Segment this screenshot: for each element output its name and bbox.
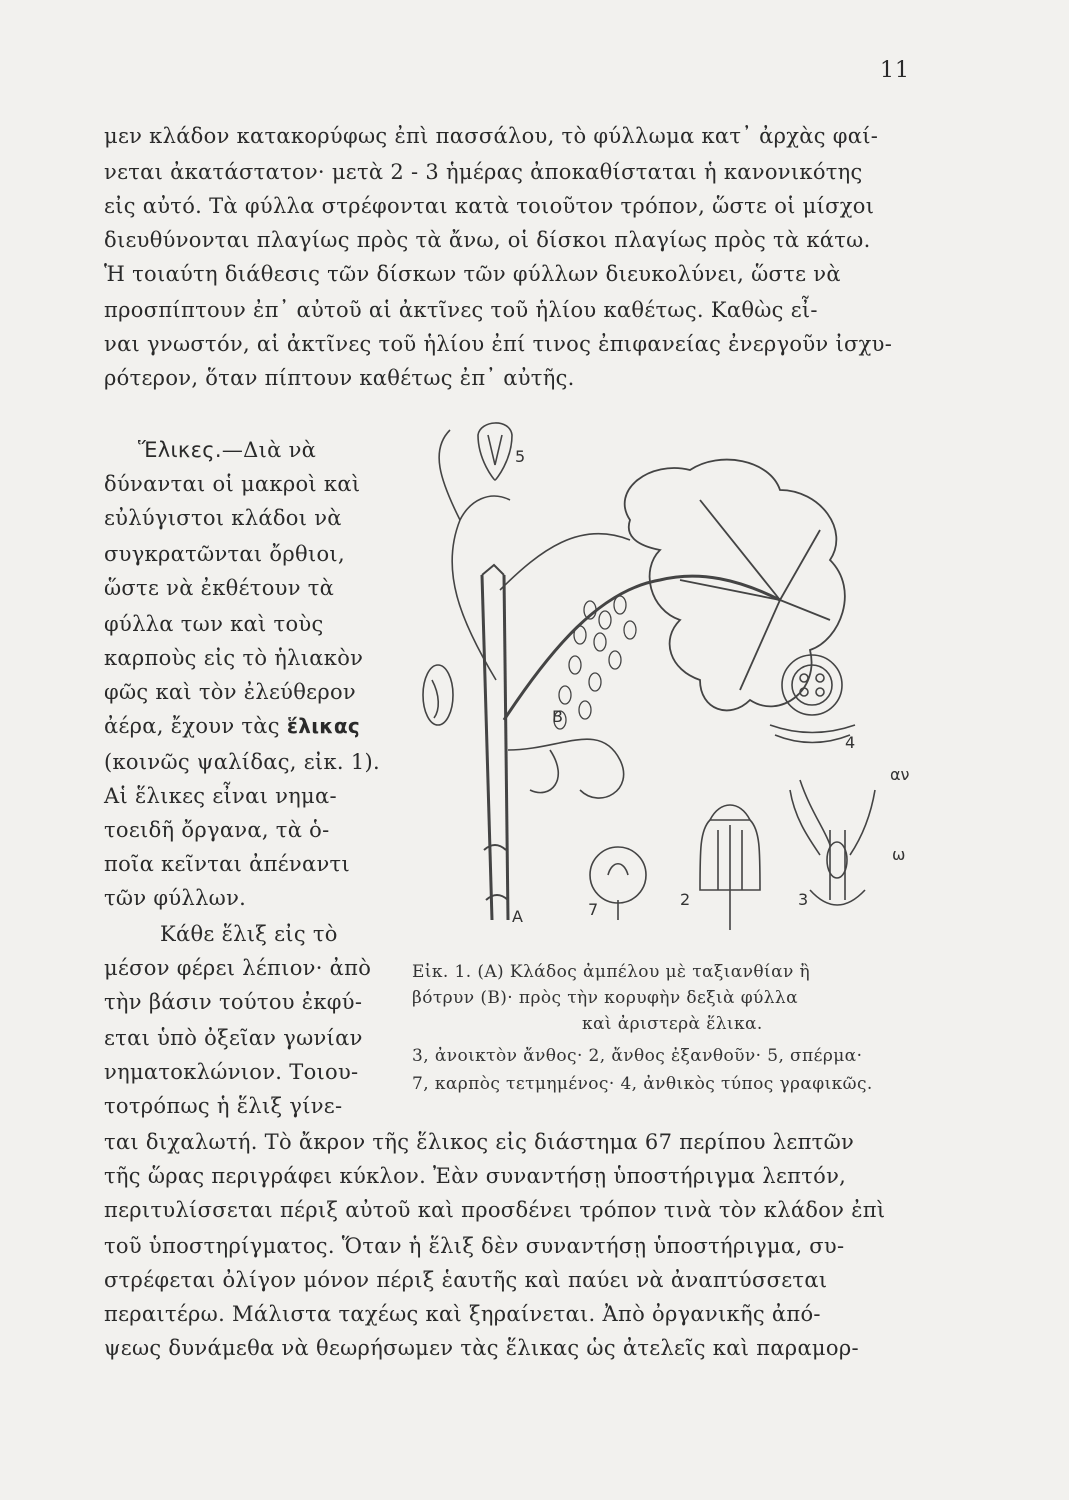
text-line: μέσον φέρει λέπιον· ἀπὸ [104, 956, 372, 980]
text-line: τῶν φύλλων. [104, 886, 247, 910]
label-3: 3 [798, 890, 809, 909]
text-line: τοτρόπως ἡ ἕλιξ γίνε- [104, 1094, 343, 1118]
text-line: δύνανται οἱ μακροὶ καὶ [104, 472, 361, 496]
section-heading-rest: —Διὰ νὰ [221, 438, 317, 462]
grapevine-illustration [400, 420, 960, 960]
branch [504, 576, 780, 720]
flower-cluster [554, 596, 636, 729]
open-flower-figure [790, 780, 875, 905]
text-line [104, 714, 360, 738]
text-line: καρποὺς εἰς τὸ ἡλιακὸν [104, 646, 364, 670]
text-line: εἰς αὐτό. Τὰ φύλλα στρέφονται κατὰ τοιοῦτον τρόπον, ὥστε οἱ μίσχοι [104, 194, 875, 218]
text-line: ρότερον, ὅταν πίπτουν καθέτως ἐπ᾽ αὐτῆς. [104, 366, 575, 390]
text-line: φῶς καὶ τὸν ἐλεύθερον [104, 680, 356, 704]
text-line: ὥστε νὰ ἐκθέτουν τὰ [104, 576, 335, 600]
fruit-cut-figure [590, 847, 646, 920]
text-fragment: ἀέρα, ἔχουν τὰς [104, 714, 280, 738]
text-line: εται ὑπὸ ὀξεῖαν γωνίαν [104, 1026, 363, 1050]
stem [482, 565, 508, 920]
text-line: φύλλα των καὶ τοὺς [104, 612, 324, 636]
text-line: συγκρατῶνται ὄρθιοι, [104, 542, 345, 566]
bold-term: ἕλικας [286, 714, 361, 738]
text-line: τοειδῆ ὄργανα, τὰ ὁ- [104, 818, 330, 842]
page-number: 11 [880, 58, 910, 83]
caption-line: Εἰκ. 1. (A) Κλάδος ἀμπέλου μὲ ταξιανθίαν ἢ [412, 962, 811, 982]
text-line: διευθύνονται πλαγίως πρὸς τὰ ἄνω, οἱ δίσκοι πλαγίως πρὸς τὰ κάτω. [104, 228, 871, 252]
blooming-flower-figure [700, 805, 760, 930]
text-line: ψεως δυνάμεθα νὰ θεωρήσωμεν τὰς ἕλικας ὡς ἀτελεῖς καὶ παραμορ- [104, 1336, 859, 1360]
text-line: νεται ἀκατάστατον· μετὰ 2 - 3 ἡμέρας ἀποκαθίσταται ἡ κανονικότης [104, 160, 863, 184]
text-line: προσπίπτουν ἐπ᾽ αὐτοῦ αἱ ἀκτῖνες τοῦ ἡλίου καθέτως. Καθὼς εἶ- [104, 298, 818, 322]
label-2: 2 [680, 890, 691, 909]
text-line: Αἱ ἕλικες εἶναι νημα- [104, 784, 337, 808]
label-an: αν [890, 765, 910, 784]
label-7: 7 [588, 900, 599, 919]
seed-figure [478, 423, 512, 480]
label-4: 4 [845, 733, 856, 752]
fruit-section-small [423, 665, 453, 725]
text-line: στρέφεται ὀλίγον μόνον πέριξ ἑαυτῆς καὶ παύει νὰ ἀναπτύσσεται [104, 1268, 828, 1292]
caption-line: 7, καρπὸς τετμημένος· 4, ἀνθικὸς τύπος γραφικῶς. [412, 1074, 873, 1094]
label-omega: ω [892, 845, 906, 864]
text-line: ποῖα κεῖνται ἀπέναντι [104, 852, 350, 876]
section-heading-line [138, 438, 316, 462]
leaf [625, 460, 845, 711]
floral-diagram [770, 655, 855, 743]
text-line: εὐλύγιστοι κλάδοι νὰ [104, 506, 342, 530]
text-line: τοῦ ὑποστηρίγματος. Ὅταν ἡ ἕλιξ δὲν συναντήσῃ ὑποστήριγμα, συ- [104, 1234, 845, 1258]
text-line: περιτυλίσσεται πέριξ αὐτοῦ καὶ προσδένει τρόπον τινὰ τὸν κλάδον ἐπὶ [104, 1198, 886, 1222]
label-a: A [512, 907, 523, 926]
text-line: (κοινῶς ψαλίδας, εἰκ. 1). [104, 750, 380, 774]
caption-line: βότρυν (B)· πρὸς τὴν κορυφὴν δεξιὰ φύλλα [412, 988, 798, 1008]
tendrils [439, 430, 630, 798]
text-line: τὴν βάσιν τούτου ἐκφύ- [104, 990, 363, 1014]
caption-line: καὶ ἀριστερὰ ἕλικα. [582, 1014, 763, 1034]
text-line: νηματοκλώνιον. Τοιου- [104, 1060, 359, 1084]
text-line: Ἡ τοιαύτη διάθεσις τῶν δίσκων τῶν φύλλων διευκολύνει, ὥστε νὰ [104, 262, 841, 286]
text-line: τῆς ὥρας περιγράφει κύκλον. Ἐὰν συναντήσῃ ὑποστήριγμα λεπτόν, [104, 1164, 847, 1188]
label-b: B [552, 707, 563, 726]
text-line: περαιτέρω. Μάλιστα ταχέως καὶ ξηραίνεται. Ἀπὸ ὀργανικῆς ἀπό- [104, 1302, 821, 1326]
section-heading: Ἕλικες. [138, 438, 222, 462]
text-line: ναι γνωστόν, αἱ ἀκτῖνες τοῦ ἡλίου ἐπί τινος ἐπιφανείας ἐνεργοῦν ἰσχυ- [104, 332, 893, 356]
text-line: μεν κλάδον κατακορύφως ἐπὶ πασσάλου, τὸ φύλλωμα κατ᾽ ἀρχὰς φαί- [104, 124, 879, 148]
text-line: ται διχαλωτή. Τὸ ἄκρον τῆς ἕλικος εἰς διάστημα 67 περίπου λεπτῶν [104, 1130, 855, 1154]
caption-line: 3, ἀνοικτὸν ἄνθος· 2, ἄνθος ἐξανθοῦν· 5, σπέρμα· [412, 1046, 863, 1066]
text-line: Κάθε ἕλιξ εἰς τὸ [160, 922, 338, 946]
label-5: 5 [515, 447, 526, 466]
